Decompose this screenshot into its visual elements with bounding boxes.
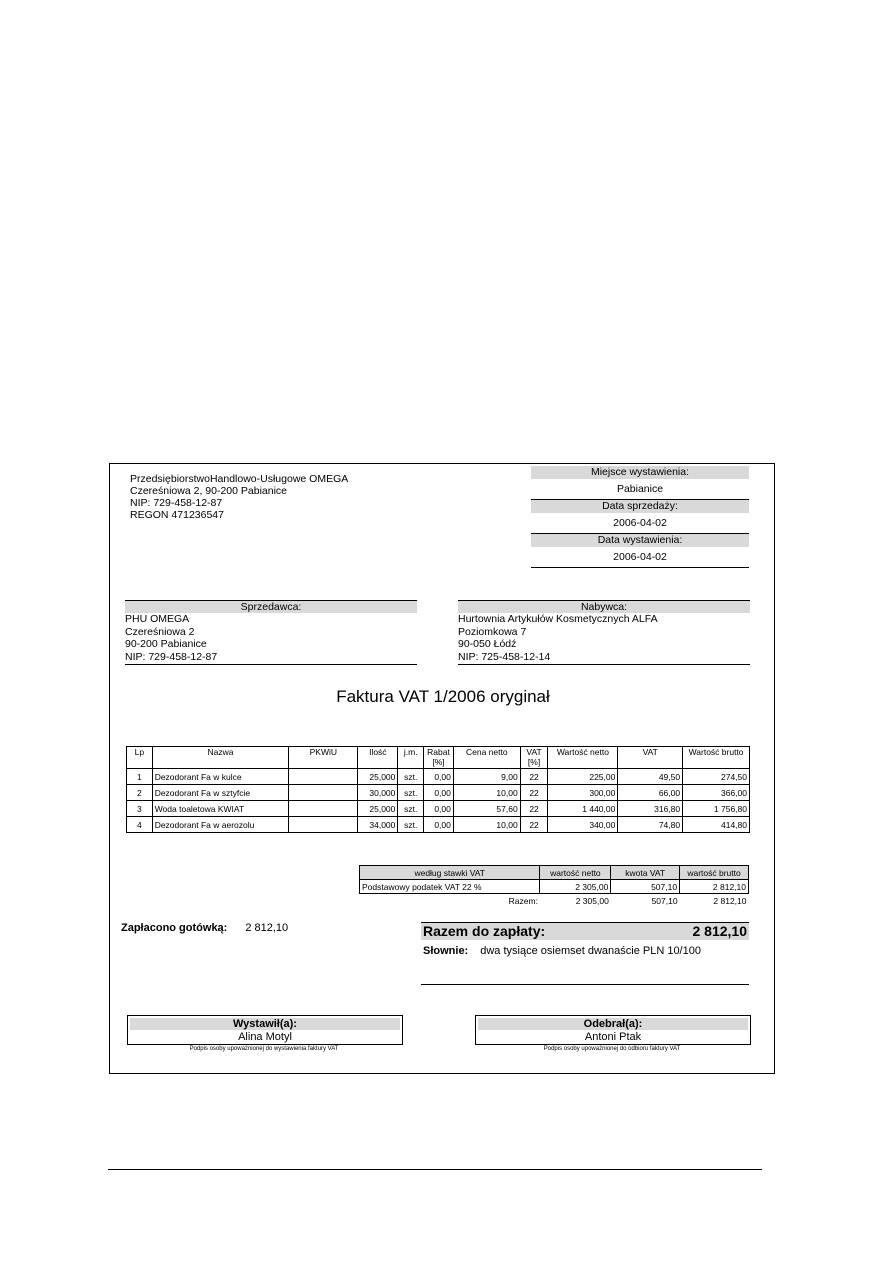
invoice-title: Faktura VAT 1/2006 oryginał	[336, 687, 550, 706]
col-discount: Rabat [%]	[424, 747, 454, 769]
vat-amount: 507,10	[611, 880, 680, 894]
place-value: Pabianice	[531, 479, 749, 500]
buyer-line: Hurtownia Artykułów Kosmetycznych ALFA	[458, 613, 658, 625]
buyer-line: NIP: 725-458-12-14	[458, 650, 551, 663]
seller-line: 90-200 Pabianice	[125, 638, 207, 650]
items-table	[126, 746, 750, 833]
vat-gross: 2 812,10	[680, 880, 749, 894]
cell-pkwiu	[289, 817, 358, 833]
vat-total-label: Razem:	[508, 895, 538, 906]
cell-unit: szt.	[398, 769, 424, 785]
paid-cash	[121, 922, 288, 934]
cell-net-price: 57,60	[453, 801, 520, 817]
seller-box	[125, 600, 417, 665]
cell-pkwiu	[289, 769, 358, 785]
issuer-nip: NIP: 729-458-12-87	[130, 497, 223, 509]
dates-box	[531, 466, 749, 568]
vat-col-amount: kwota VAT	[611, 866, 680, 880]
words-label: Słownie:	[423, 945, 469, 957]
cell-net-price: 10,00	[453, 817, 520, 833]
total-due-label: Razem do zapłaty:	[423, 923, 546, 939]
cell-qty: 25,000	[358, 801, 398, 817]
table-row	[127, 769, 750, 785]
col-vat-rate: VAT [%]	[520, 747, 548, 769]
cell-qty: 30,000	[358, 785, 398, 801]
invoice-frame	[109, 463, 775, 1074]
buyer-label: Nabywca:	[458, 600, 750, 613]
vat-col-rate: według stawki VAT	[360, 866, 540, 880]
vat-rate-name: Podstawowy podatek VAT 22 %	[360, 880, 540, 894]
cell-name: Dezodorant Fa w kulce	[152, 769, 289, 785]
amount-in-words	[423, 945, 701, 957]
cell-qty: 25,000	[358, 769, 398, 785]
seller-line: NIP: 729-458-12-87	[125, 650, 218, 663]
vat-summary-total-row	[360, 894, 749, 908]
col-unit: j.m.	[398, 747, 424, 769]
vat-summary-table	[359, 865, 749, 907]
receiver-sign-label: Odebrał(a):	[478, 1018, 748, 1030]
cell-lp: 2	[127, 785, 153, 801]
receiver-signature-box	[475, 1015, 751, 1045]
table-row	[127, 817, 750, 833]
cell-unit: szt.	[398, 801, 424, 817]
cell-net-value: 300,00	[548, 785, 618, 801]
buyer-box	[458, 600, 750, 665]
issuer-header	[130, 473, 348, 521]
vat-net: 2 305,00	[540, 880, 611, 894]
issuer-signature-box	[127, 1015, 403, 1045]
seller-label: Sprzedawca:	[125, 600, 417, 613]
words-value: dwa tysiące osiemset dwanaście PLN 10/100	[480, 945, 701, 957]
page-footer-rule	[108, 1169, 762, 1170]
issuer-sign-label: Wystawił(a):	[130, 1018, 400, 1030]
cell-gross-value: 1 756,80	[683, 801, 750, 817]
receiver-sign-note: Podpis osoby upoważnionej do odbioru faktury VAT	[543, 1046, 681, 1052]
cell-net-value: 340,00	[548, 817, 618, 833]
cell-net-value: 1 440,00	[548, 801, 618, 817]
seller-line: PHU OMEGA	[125, 613, 190, 625]
vat-total-amount: 507,10	[651, 895, 678, 906]
total-due-value: 2 812,10	[692, 923, 747, 939]
cell-vat: 316,80	[618, 801, 683, 817]
cell-gross-value: 414,80	[683, 817, 750, 833]
total-due-bar	[421, 922, 749, 940]
issuer-regon: REGON 471236547	[130, 509, 224, 521]
sale-date-label: Data sprzedaży:	[531, 500, 749, 513]
buyer-line: 90-050 Łódź	[458, 638, 517, 650]
issuer-company: PrzedsiębiorstwoHandlowo-Usługowe OMEGA	[130, 473, 349, 485]
cell-net-price: 9,00	[453, 769, 520, 785]
col-lp: Lp	[127, 747, 153, 769]
cell-discount: 0,00	[424, 801, 454, 817]
cell-vat: 49,50	[618, 769, 683, 785]
vat-total-net: 2 305,00	[575, 895, 609, 906]
table-row	[360, 880, 749, 894]
table-row	[127, 785, 750, 801]
items-header-row	[127, 747, 750, 769]
cell-pkwiu	[289, 801, 358, 817]
cell-gross-value: 366,00	[683, 785, 750, 801]
cell-vat: 66,00	[618, 785, 683, 801]
cell-name: Woda toaletowa KWIAT	[152, 801, 289, 817]
cell-net-value: 225,00	[548, 769, 618, 785]
cell-vat-rate: 22	[520, 785, 548, 801]
issuer-address: Czereśniowa 2, 90-200 Pabianice	[130, 485, 288, 497]
paid-value: 2 812,10	[245, 922, 289, 934]
col-name: Nazwa	[152, 747, 289, 769]
cell-pkwiu	[289, 785, 358, 801]
issuer-sign-note: Podpis osoby upoważnionej do wystawienia faktury VAT	[189, 1046, 339, 1052]
issuer-sign-name: Alina Motyl	[238, 1031, 292, 1043]
cell-name: Dezodorant Fa w aerozolu	[152, 817, 289, 833]
cell-lp: 4	[127, 817, 153, 833]
divider	[421, 984, 749, 985]
col-net-price: Cena netto	[453, 747, 520, 769]
issue-date-value: 2006-04-02	[531, 547, 749, 568]
seller-line: Czereśniowa 2	[125, 625, 195, 638]
vat-total-gross: 2 812,10	[713, 895, 747, 906]
vat-summary-header	[360, 866, 749, 880]
cell-vat-rate: 22	[520, 817, 548, 833]
cell-vat-rate: 22	[520, 769, 548, 785]
vat-col-gross: wartość brutto	[680, 866, 749, 880]
cell-vat: 74,80	[618, 817, 683, 833]
col-vat: VAT	[618, 747, 683, 769]
col-qty: Ilość	[358, 747, 398, 769]
cell-lp: 3	[127, 801, 153, 817]
buyer-line: Poziomkowa 7	[458, 625, 527, 638]
col-net-value: Wartość netto	[548, 747, 618, 769]
vat-col-net: wartość netto	[540, 866, 611, 880]
cell-unit: szt.	[398, 817, 424, 833]
cell-qty: 34,000	[358, 817, 398, 833]
cell-gross-value: 274,50	[683, 769, 750, 785]
table-row	[127, 801, 750, 817]
cell-net-price: 10,00	[453, 785, 520, 801]
place-label: Miejsce wystawienia:	[531, 466, 749, 479]
col-gross-value: Wartość brutto	[683, 747, 750, 769]
cell-discount: 0,00	[424, 817, 454, 833]
receiver-sign-name: Antoni Ptak	[584, 1031, 642, 1043]
sale-date-value: 2006-04-02	[531, 513, 749, 534]
issue-date-label: Data wystawienia:	[531, 534, 749, 547]
paid-label: Zapłacono gotówką:	[121, 922, 228, 934]
cell-vat-rate: 22	[520, 801, 548, 817]
col-pkwiu: PKWiU	[289, 747, 358, 769]
cell-lp: 1	[127, 769, 153, 785]
cell-discount: 0,00	[424, 769, 454, 785]
cell-discount: 0,00	[424, 785, 454, 801]
cell-name: Dezodorant Fa w sztyfcie	[152, 785, 289, 801]
cell-unit: szt.	[398, 785, 424, 801]
